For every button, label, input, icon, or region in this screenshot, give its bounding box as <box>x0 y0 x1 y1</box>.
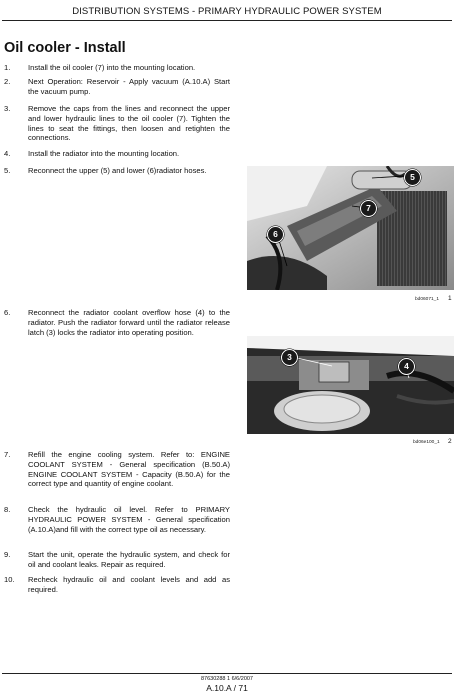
step-number: 9. <box>4 550 11 559</box>
step-4 <box>4 149 230 159</box>
step-text: Remove the caps from the lines and reconnect the upper and lower hydraulic lines to the oil cooler (7). Tighten the lines to seat the fittings, then loosen and retighten the connections. <box>28 104 230 143</box>
step-text: Refill the engine cooling system. Refer to: ENGINE COOLANT SYSTEM - General specification (B.50.A) ENGINE COOLANT SYSTEM - Capacity (B.50.A) for the correct type and quantity of engine coolant. <box>28 450 230 489</box>
callout-3: 3 <box>281 349 298 366</box>
step-text: Install the radiator into the mounting location. <box>28 149 180 158</box>
step-text: Start the unit, operate the hydraulic system, and check for oil and coolant leaks. Repair as required. <box>28 550 230 569</box>
callout-6: 6 <box>267 226 284 243</box>
figure-1-caption: bd06071_1 <box>415 297 440 302</box>
radiator-cap-latch-illustration <box>247 336 454 434</box>
figure-2-photo <box>247 336 454 434</box>
step-number: 4. <box>4 149 11 158</box>
step-text: Check the hydraulic oil level. Refer to PRIMARY HYDRAULIC POWER SYSTEM - General specification (A.10.A)and fill with the correct type oil as necessary. <box>28 505 230 534</box>
figure-1-number: 1 <box>448 295 452 302</box>
header-rule <box>2 20 452 21</box>
step-number: 6. <box>4 308 11 317</box>
callout-5: 5 <box>404 169 421 186</box>
step-9 <box>4 550 230 570</box>
step-7 <box>4 450 230 489</box>
figure-1-photo <box>247 166 454 290</box>
step-text: Reconnect the upper (5) and lower (6)radiator hoses. <box>28 166 207 175</box>
step-number: 8. <box>4 505 11 514</box>
footer-rule <box>2 673 452 674</box>
running-header: DISTRIBUTION SYSTEMS - PRIMARY HYDRAULIC POWER SYSTEM <box>72 6 382 17</box>
step-text: Recheck hydraulic oil and coolant levels and add as required. <box>28 575 230 594</box>
step-5 <box>4 166 230 176</box>
step-number: 3. <box>4 104 11 113</box>
figure-2-caption: bd06e100_1 <box>413 440 440 445</box>
document-code: 87630288 1 6/6/2007 <box>201 676 253 682</box>
step-number: 1. <box>4 63 11 72</box>
step-2 <box>4 77 230 97</box>
section-title: Oil cooler - Install <box>4 40 126 56</box>
step-3 <box>4 104 230 143</box>
callout-7: 7 <box>360 200 377 217</box>
step-6 <box>4 308 230 337</box>
step-number: 10. <box>4 575 15 584</box>
step-10 <box>4 575 230 595</box>
step-number: 2. <box>4 77 11 86</box>
step-text: Next Operation: Reservoir - Apply vacuum (A.10.A) Start the vacuum pump. <box>28 77 230 96</box>
page-number: A.10.A / 71 <box>206 683 248 693</box>
step-text: Reconnect the radiator coolant overflow hose (4) to the radiator. Push the radiator forward until the radiator release latch (3) locks the radiator into operating position. <box>28 308 230 337</box>
step-text: Install the oil cooler (7) into the mounting location. <box>28 63 196 72</box>
callout-4: 4 <box>398 358 415 375</box>
step-8 <box>4 505 230 534</box>
step-number: 7. <box>4 450 11 459</box>
step-1 <box>4 63 230 73</box>
step-number: 5. <box>4 166 11 175</box>
figure-2-number: 2 <box>448 438 452 445</box>
